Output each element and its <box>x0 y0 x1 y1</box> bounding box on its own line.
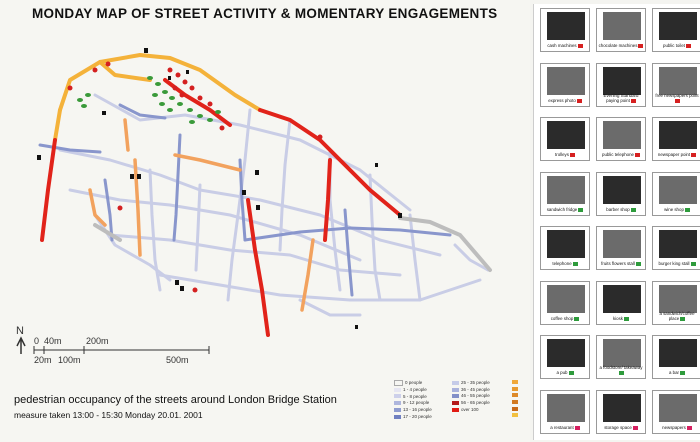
legend-people-high <box>452 380 490 414</box>
amenity-badge <box>574 317 579 321</box>
amenity-cell <box>596 226 646 270</box>
amenity-badge <box>691 262 696 266</box>
amenity-photo <box>659 230 697 258</box>
amenity-label: a pub <box>542 371 588 376</box>
amenity-badge <box>636 262 641 266</box>
amenity-badge <box>570 153 575 157</box>
legend-row: 17 - 20 people <box>394 414 432 421</box>
scale-bar <box>14 318 214 368</box>
legend-row: 1 - 4 people <box>394 387 432 394</box>
amenity-cell <box>540 117 590 161</box>
amenity-photo <box>547 394 585 422</box>
north-arrow-icon: N <box>16 325 24 337</box>
legend-swatch <box>452 408 459 412</box>
amenity-badge <box>578 208 583 212</box>
amenity-cell <box>540 335 590 379</box>
scale-tick-20m: 20m <box>34 355 52 365</box>
amenity-label: a restaurant <box>542 426 588 431</box>
legend-swatch <box>452 388 459 392</box>
street <box>40 145 100 152</box>
legend-swatch <box>512 400 518 404</box>
streets-yellow <box>55 55 260 140</box>
street <box>248 200 268 335</box>
amenity-badge <box>573 262 578 266</box>
legend-row: 5 - 8 people <box>394 394 432 401</box>
amenity-badge <box>687 426 692 430</box>
amenity-label: a bar <box>654 371 700 376</box>
amenity-label: a sandwich/coffee place <box>659 310 695 321</box>
amenity-label: burger king stall <box>654 262 700 267</box>
amenity-photo <box>659 12 697 40</box>
amenity-cell <box>540 390 590 434</box>
amenity-label: telephone <box>542 262 588 267</box>
amenity-label: express photo <box>542 99 588 104</box>
legend-people-low <box>394 380 432 420</box>
amenity-cell <box>652 335 700 379</box>
amenity-photo <box>547 12 585 40</box>
amenity-cell <box>652 117 700 161</box>
amenity-photo <box>603 394 641 422</box>
street <box>160 275 480 300</box>
amenity-photo <box>659 176 697 204</box>
amenity-photo <box>659 394 697 422</box>
amenity-badge <box>635 153 640 157</box>
caption-title: pedestrian occupancy of the streets around London Bridge Station <box>14 394 337 406</box>
amenity-photo <box>603 230 641 258</box>
street <box>345 210 352 295</box>
amenity-label: chocolate machines <box>598 44 644 49</box>
legend-row: 36 - 45 people <box>452 387 490 394</box>
amenity-cell <box>652 172 700 216</box>
scale-tick-0: 0 <box>34 336 40 346</box>
amenity-cell <box>596 172 646 216</box>
legend-swatch <box>394 415 401 419</box>
street <box>325 160 330 240</box>
amenity-cell <box>652 390 700 434</box>
legend-swatch <box>394 380 403 386</box>
amenity-label: trolleys <box>542 153 588 158</box>
amenity-photo <box>547 285 585 313</box>
amenity-badge <box>633 426 638 430</box>
amenity-badge <box>685 208 690 212</box>
amenity-label: fruits flowers stall <box>598 262 644 267</box>
amenity-photo <box>547 339 585 367</box>
legend-row: over 100 <box>452 407 490 414</box>
amenity-cell <box>652 281 700 325</box>
legend-swatch <box>394 388 401 392</box>
amenity-label: free newspapers point <box>654 94 700 104</box>
amenity-cell <box>652 226 700 270</box>
amenity-badge <box>619 371 624 375</box>
legend-swatch <box>452 401 459 405</box>
streets-medium <box>40 105 450 295</box>
amenity-badge <box>575 426 580 430</box>
amenity-cell <box>540 281 590 325</box>
amenity-label: public telephone <box>598 153 644 158</box>
amenity-badge <box>680 317 685 321</box>
amenity-badge <box>631 208 636 212</box>
street <box>70 190 360 260</box>
street <box>42 140 55 240</box>
amenity-cell <box>596 8 646 52</box>
amenity-cell <box>596 390 646 434</box>
amenity-photo <box>659 285 697 313</box>
amenity-photo <box>547 67 585 95</box>
legend-swatch <box>394 401 401 405</box>
amenity-cell <box>596 281 646 325</box>
legend-swatch <box>452 394 459 398</box>
scale-tick-40m: 40m <box>44 336 62 346</box>
legend-row: 9 - 12 people <box>394 400 432 407</box>
amenity-photo <box>659 67 697 95</box>
amenity-badge <box>675 99 680 103</box>
legend-swatch <box>512 393 518 397</box>
legend-swatch <box>512 407 518 411</box>
amenity-cell <box>596 335 646 379</box>
amenity-cell <box>540 8 590 52</box>
amenity-photo <box>603 285 641 313</box>
amenity-cell <box>540 226 590 270</box>
amenity-photo <box>603 121 641 149</box>
amenity-label: coffee shop <box>542 317 588 322</box>
legend-orange-swatches <box>512 380 518 417</box>
legend-swatch <box>394 394 401 398</box>
map-title: MONDAY MAP OF STREET ACTIVITY & MOMENTARY ENGAGEMENTS <box>32 6 498 21</box>
streets-red <box>42 80 400 335</box>
amenity-cell <box>540 63 590 107</box>
scale-tick-200m: 200m <box>86 336 109 346</box>
caption-date: measure taken 13:00 - 15:30 Monday 20.01. 2001 <box>14 410 203 420</box>
amenity-label: barber shop <box>598 208 644 213</box>
scale-tick-100m: 100m <box>58 355 81 365</box>
street <box>175 155 240 170</box>
amenity-photo <box>603 12 641 40</box>
amenity-photo <box>603 339 641 367</box>
legend-swatch <box>512 413 518 417</box>
activity-markers-black <box>37 48 402 329</box>
legend-row: 46 - 55 people <box>452 393 490 400</box>
street-grey <box>95 225 120 240</box>
amenity-badge <box>691 153 696 157</box>
amenity-photo <box>603 176 641 204</box>
legend-swatch <box>512 387 518 391</box>
amenity-label: cash machines <box>542 44 588 49</box>
amenity-label: newspaper point <box>654 153 700 158</box>
legend-swatch <box>452 381 459 385</box>
amenity-photo <box>547 176 585 204</box>
amenity-cell <box>540 172 590 216</box>
street <box>55 110 60 140</box>
amenity-label: Evening Standard paying point <box>603 92 639 103</box>
amenity-badge <box>578 44 583 48</box>
legend-swatch <box>394 408 401 412</box>
amenity-cell <box>596 63 646 107</box>
street <box>302 240 313 310</box>
amenity-label: a foodstore/ takeaway <box>598 366 644 376</box>
amenity-label: kiosk <box>598 317 644 322</box>
amenity-sidebar <box>533 4 700 440</box>
legend-swatch <box>512 380 518 384</box>
amenity-photo <box>659 121 697 149</box>
amenity-badge <box>631 99 636 103</box>
amenity-label: wine shop <box>654 208 700 213</box>
amenity-photo <box>603 67 641 95</box>
scale-tick-500m: 500m <box>166 355 189 365</box>
amenity-label: newspapers <box>654 426 700 431</box>
amenity-badge <box>624 317 629 321</box>
amenity-photo <box>547 230 585 258</box>
amenity-label: storage space <box>598 426 644 431</box>
street <box>95 95 410 210</box>
amenity-badge <box>569 371 574 375</box>
street <box>125 120 128 150</box>
amenity-badge <box>680 371 685 375</box>
amenity-photo <box>659 339 697 367</box>
street <box>300 300 360 315</box>
legend-row: 56 - 65 people <box>452 400 490 407</box>
amenity-badge <box>686 44 691 48</box>
street <box>410 215 420 300</box>
legend-row: 13 - 16 people <box>394 407 432 414</box>
amenity-cell <box>652 8 700 52</box>
street <box>196 185 200 270</box>
amenity-badge <box>638 44 643 48</box>
street <box>60 55 260 110</box>
street <box>174 135 180 240</box>
amenity-cell <box>652 63 700 107</box>
legend-row: 0 people <box>394 380 432 387</box>
amenity-cell <box>596 117 646 161</box>
amenity-label: sandwich fridge <box>542 208 588 213</box>
legend-row: 25 - 35 people <box>452 380 490 387</box>
amenity-label: public toilet <box>654 44 700 49</box>
amenity-photo <box>547 121 585 149</box>
amenity-badge <box>577 99 582 103</box>
